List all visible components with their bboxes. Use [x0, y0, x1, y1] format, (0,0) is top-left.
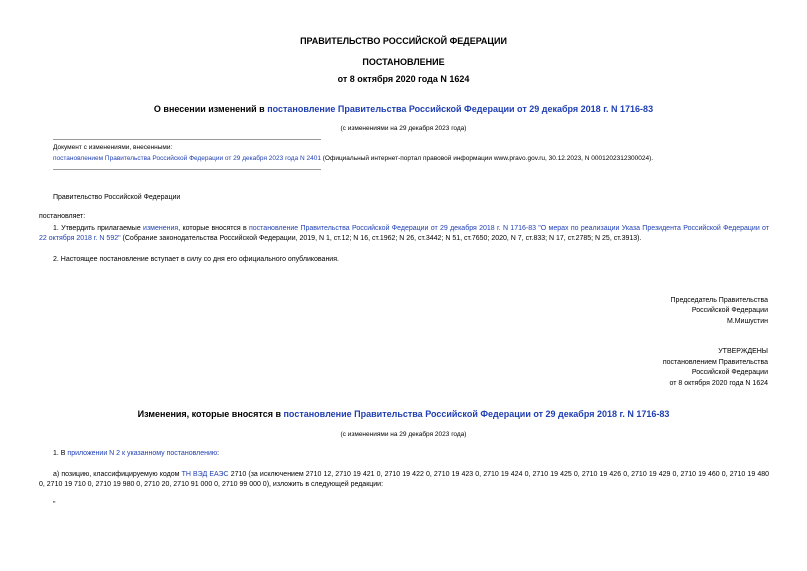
changes-box-label: Документ с изменениями, внесенными:	[53, 144, 173, 151]
document-date-number: от 8 октября 2020 года N 1624	[337, 74, 470, 84]
changes-box-link[interactable]: постановлением Правительства Российской Федерации от 29 декабря 2023 года N 2401	[53, 155, 321, 162]
p1-changes-link[interactable]: изменения	[143, 225, 179, 232]
government-name: Правительство Российской Федерации	[53, 194, 181, 201]
changes-title-link[interactable]: постановление Правительства Российской Федерации от 29 декабря 2018 г. N 1716-83	[283, 409, 670, 419]
approved-heading: УТВЕРЖДЕНЫ	[718, 348, 768, 355]
p1-text-c: (Собрание законодательства Российской Федерации, 2019, N 1, ст.12; N 16, ст.1962; N 26, ст.3442; N 51, ст.7650; 2020, N 7, ст.833; N 17, ст.2785; N 25, ст.3913).	[120, 235, 642, 242]
item-a-prefix: а) позицию, классифицируемую кодом	[53, 471, 182, 478]
changes-title-prefix: Изменения, которые вносятся в	[137, 409, 284, 419]
document-type: ПОСТАНОВЛЕНИЕ	[362, 57, 445, 67]
p1-text-b: , которые вносятся в	[178, 225, 249, 232]
item-a-rest: 2710 (за исключением 2710 12, 2710 19 421 0, 2710 19 422 0, 2710 19 423 0, 2710 19 424 0, 2710 19 425 0, 2710 19 426 0, 2710 19 429 0, 2710 19 460 0, 2710 19 480 0, 2710 19 710 0, 2710 19 980 0, 2710 20, 2710 91 000 0, 2710 99 000 0), изложить в следующей редакции:	[39, 471, 769, 488]
approved-org: Российской Федерации	[691, 369, 768, 376]
title-prefix: О внесении изменений в	[153, 104, 268, 114]
approved-by: постановлением Правительства	[662, 359, 768, 366]
signature-title: Председатель Правительства	[670, 297, 768, 304]
changes-item-a	[39, 470, 769, 490]
changes-box-line	[53, 155, 653, 162]
changes-edition-note: (с изменениями на 29 декабря 2023 года)	[340, 431, 467, 438]
item1-suffix: :	[217, 450, 220, 457]
government-header: ПРАВИТЕЛЬСТВО РОССИЙСКОЙ ФЕДЕРАЦИИ	[300, 36, 507, 46]
approved-date: от 8 октября 2020 года N 1624	[669, 380, 768, 387]
signature-org: Российской Федерации	[691, 307, 768, 314]
item1-appendix-link[interactable]: приложении N 2 к указанному постановлению	[67, 450, 218, 457]
opening-quote: "	[53, 501, 56, 508]
edition-note: (с изменениями на 29 декабря 2023 года)	[340, 125, 467, 132]
signature-name: М.Мишустин	[726, 318, 768, 325]
document-title	[0, 104, 807, 114]
p1-text-a: 1. Утвердить прилагаемые	[53, 225, 144, 232]
resolves-word: постановляет:	[39, 213, 86, 220]
changes-box-top-rule	[53, 139, 321, 140]
paragraph-1	[39, 224, 769, 244]
item1-prefix: 1. В	[53, 450, 68, 457]
changes-box-bottom-rule	[53, 169, 321, 170]
paragraph-2: 2. Настоящее постановление вступает в силу со дня его официального опубликования.	[53, 256, 339, 263]
changes-item-1	[53, 450, 219, 457]
title-link[interactable]: постановление Правительства Российской Федерации от 29 декабря 2018 г. N 1716-83	[267, 104, 654, 114]
changes-title	[0, 409, 807, 419]
p1-resolution-link[interactable]: постановление Правительства Российской Федерации от 29 декабря 2018 г. N 1716-83 "О мерах по реализации Указа Президента Российской Федерации от 22 октября 2018 г. N 592"	[39, 225, 769, 242]
changes-box-source: (Официальный интернет-портал правовой информации www.pravo.gov.ru, 30.12.2023, N 0001202312300024).	[320, 155, 654, 162]
tn-ved-link[interactable]: ТН ВЭД ЕАЭС	[181, 471, 229, 478]
